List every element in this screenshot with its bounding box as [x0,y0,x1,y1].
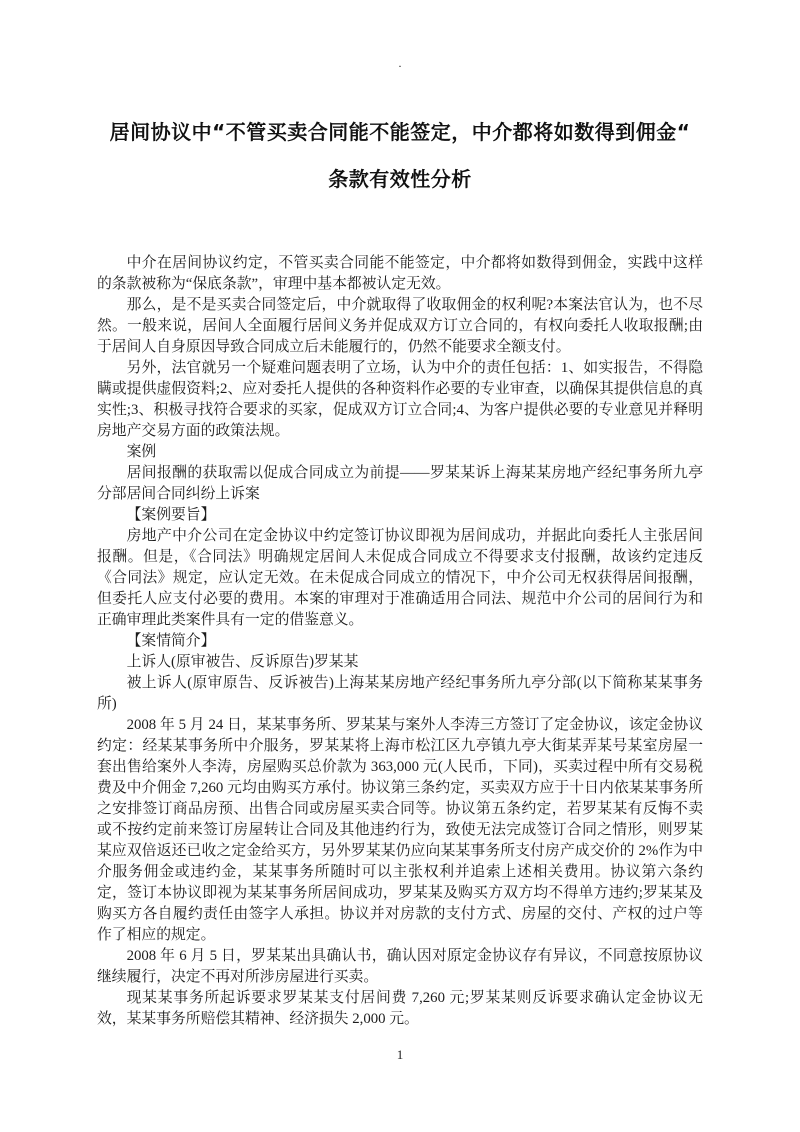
paragraph-lawsuit-claims: 现某某事务所起诉要求罗某某支付居间费 7,260 元;罗某某则反诉要求确认定金协议无效，某某事务所赔偿其精神、经济损失 2,000 元。 [97,990,703,1027]
paragraph-confirmation-letter: 2008 年 6 月 5 日，罗某某出具确认书，确认因对原定金协议存有异议，不同意按原协议继续履行，决定不再对所涉房屋进行买卖。 [97,948,703,985]
paragraph-agent-duties: 另外，法官就另一个疑难问题表明了立场，认为中介的责任包括：1、如实报告，不得隐瞒或提供虚假资料;2、应对委托人提供的各种资料作必要的专业审查，以确保其提供信息的真实性;3、积极寻找符合要求的买家，促成双方订立合同;4、为客户提供必要的专业意见并释明房地产交易方面的政策法规。 [97,360,703,439]
document-title [95,109,705,203]
paragraph-intro-clause: 中介在居间协议约定，不管买卖合同能不能签定，中介都将如数得到佣金，实践中这样的条款被称为“保底条款”，审理中基本都被认定无效。 [97,255,703,292]
section-heading-case-summary: 【案例要旨】 [126,507,216,523]
top-dot-mark: . [398,56,402,70]
page-number-label: 1 [396,1047,404,1062]
paragraph-deposit-agreement: 2008 年 5 月 24 日，某某事务所、罗某某与案外人李涛三方签订了定金协议，该定金协议约定：经某某事务所中介服务，罗某某将上海市松江区九亭镇九亭大街某弄某号某室房屋一套出售给案外人李涛，房屋购买总价款为 363,000 元(人民币，下同)，买卖过程中所有交易税费及中介佣金 7,260 元均由购买方承付。协议第三条约定，买卖双方应于十日内依某某事务所之安排签订商品房预、出售合同或房屋买卖合同等。协议第五条约定，若罗某某有反悔不卖或不按约定前来签订房屋转让合同及其他违约行为，致使无法完成签订合同之情形，则罗某某应双倍返还已收之定金给买方，另外罗某某仍应向某某事务所支付房产成交价的 2%作为中介服务佣金或违约金，某某事务所随时可以主张权利并追索上述相关费用。协议第六条约定，签订本协议即视为某某事务所居间成功，罗某某及购买方双方均不得单方违约;罗某某及购买方各自履约责任由签字人承担。协议并对房款的支付方式、房屋的交付、产权的过户等作了相应的规定。 [97,717,703,943]
document-body [97,253,703,1030]
paragraph-case-summary: 房地产中介公司在定金协议中约定签订协议即视为居间成功，并据此向委托人主张居间报酬。但是，《合同法》明确规定居间人未促成合同成立不得要求支付报酬，故该约定违反《合同法》规定，应认定无效。在未促成合同成立的情况下，中介公司无权获得居间报酬，但委托人应支付必要的费用。本案的审理对于准确适用合同法、规范中介公司的居间行为和正确审理此类案件具有一定的借鉴意义。 [97,528,703,628]
paragraph-appellant: 上诉人(原审被告、反诉原告)罗某某 [126,654,359,670]
section-heading-case-facts: 【案情简介】 [126,633,216,649]
paragraph-case-title: 居间报酬的获取需以促成合同成立为前提——罗某某诉上海某某房地产经纪事务所九亭分部居间合同纠纷上诉案 [97,465,703,502]
paragraph-appellee: 被上诉人(原审原告、反诉被告)上海某某房地产经纪事务所九亭分部(以下简称某某事务所) [97,675,703,712]
document-title-line-2: 条款有效性分析 [328,167,472,191]
section-label-case: 案例 [126,444,157,460]
paragraph-judge-view: 那么，是不是买卖合同签定后，中介就取得了收取佣金的权利呢?本案法官认为，也不尽然。一般来说，居间人全面履行居间义务并促成双方订立合同的，有权向委托人收取报酬;由于居间人自身原因导致合同成立后未能履行的，仍然不能要求全额支付。 [97,297,703,355]
document-title-line-1: 居间协议中“不管买卖合同能不能签定，中介都将如数得到佣金“ [109,120,691,144]
